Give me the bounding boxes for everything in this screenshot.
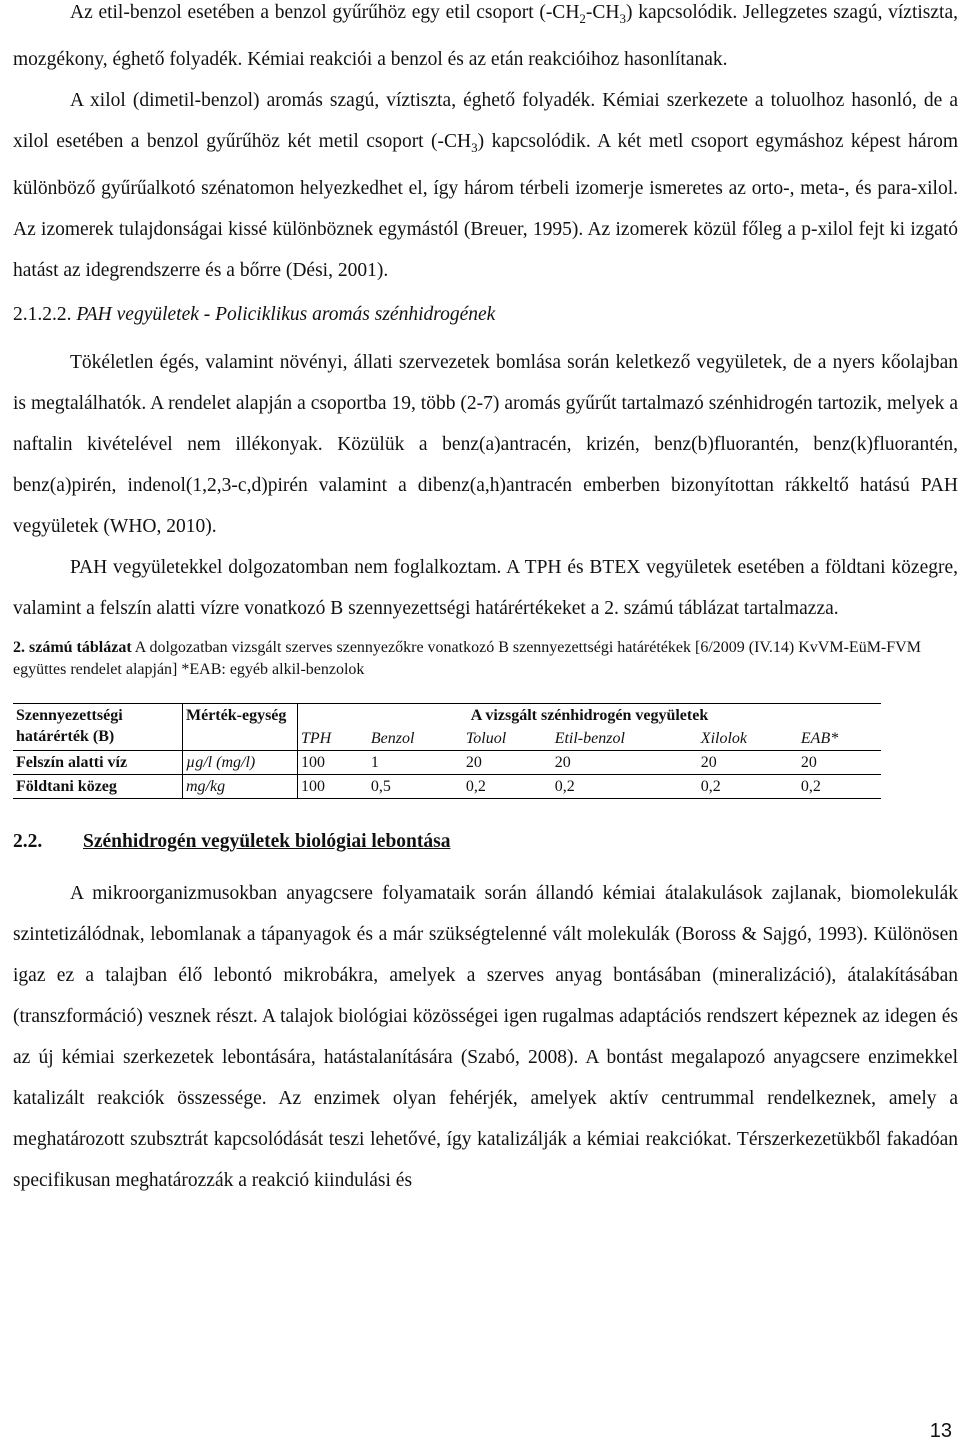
cell-value: 0,5 xyxy=(368,774,463,798)
row-label: Földtani közeg xyxy=(13,774,183,798)
cell-value: 20 xyxy=(552,750,698,774)
cell-value: 100 xyxy=(298,750,368,774)
section-heading-pah: 2.1.2.2. PAH vegyületek - Policiklikus aromás szénhidrogének xyxy=(13,303,496,325)
paragraph-tph-btex: PAH vegyületekkel dolgozatomban nem foglalkoztam. A TPH és BTEX vegyületek esetében a földtani közegre, valamint a felszín alatti vízre vonatkozó B szennyezettségi határértékeket a 2. számú táblázat tartalmazza. xyxy=(13,556,958,619)
page-number: 13 xyxy=(929,1420,952,1442)
table-row xyxy=(13,774,881,798)
header-limit-type: Szennyezettségi határérték (B) xyxy=(13,703,183,750)
cell-value: 20 xyxy=(463,750,552,774)
row-label: Felszín alatti víz xyxy=(13,750,183,774)
cell-value: 0,2 xyxy=(798,774,881,798)
limits-table xyxy=(13,703,881,799)
table-row xyxy=(13,750,881,774)
table-caption-label: 2. számú táblázat xyxy=(13,638,132,656)
header-unit: Mérték-egység xyxy=(183,703,298,750)
compound-tph: TPH xyxy=(301,729,332,747)
paragraph-pah: Tökéletlen égés, valamint növényi, állati szervezetek bomlása során keletkező vegyületek, de a nyers kőolajban is megtalálhatók. A rendelet alapján a csoportba 19, több (2-7) aromás gyűrűt tartalmazó szénhidrogén tartozik, melyek a naftalin kivételével nem illékonyak. Közülük a benz(a)antracén, krizén, benz(b)fluorantén, benz(k)fluorantén, benz(a)pirén, indenol(1,2,3-c,d)pirén valamint a dibenz(a,h)antracén emberben bizonyítottan rákkeltő hatású PAH vegyületek (WHO, 2010). xyxy=(13,351,958,537)
cell-value: 0,2 xyxy=(698,774,798,798)
row-unit: µg/l (mg/l) xyxy=(183,750,298,774)
paragraph-xylene: A xilol (dimetil-benzol) aromás szagú, víztiszta, éghető folyadék. Kémiai szerkezete a toluolhoz hasonló, de a xilol esetében a benzol gyűrűhöz két metil csoport $(-CH_3)$ kapcsolódik. A két metl csoport egymáshoz képest három különböző gyűrűalkotó szénatomon helyezkedhet el, így három térbeli izomerje ismeretes az orto-, meta-, és para-xilol. Az izomerek tulajdonságai kissé különböznek egymástól (Breuer, 1995). Az izomerek közül főleg a p-xilol fejt ki izgató hatást az idegrendszerre és a bőrre (Dési, 2001). xyxy=(13,89,958,281)
section-heading-biodegradation: 2.2. Szénhidrogén vegyületek biológiai lebontása xyxy=(13,830,451,852)
compound-eab: EAB* xyxy=(800,729,839,747)
paragraph-ethylbenzene: Az etil-benzol esetében a benzol gyűrűhöz egy etil csoport $(-CH_2-CH_3)$ kapcsolódik. Jellegzetes szagú, víztiszta, mozgékony, éghető folyadék. Kémiai reakciói a benzol és az etán reakcióihoz hasonlítanak. xyxy=(13,2,958,70)
cell-value: 20 xyxy=(698,750,798,774)
row-unit: mg/kg xyxy=(183,774,298,798)
cell-value: 100 xyxy=(298,774,368,798)
cell-value: 20 xyxy=(798,750,881,774)
paragraph-biodegradation: A mikroorganizmusokban anyagcsere folyamataik során állandó kémiai átalakulások zajlanak, biomolekulák szintetizálódnak, lebomlanak a tápanyagok és a már szükségtelenné vált molekulák (Boross & Sajgó, 1993). Különösen igaz ez a talajban élő lebontó mikrobákra, amelyek a szerves anyag bontásában (mineralizáció), átalakításában (transzformáció) vesznek részt. A talajok biológiai közösségei igen rugalmas adaptációs rendszert képeznek az idegen és az új kémiai szerkezetek lebontására, hatástalanítására (Szabó, 2008). A bontást megalapozó anyagcsere enzimekkel katalizált reakciók összessége. Az enzimek olyan fehérjék, amelyek aktív centrummal rendelkeznek, amely a meghatározott szubsztrát kapcsolódását teszi lehetővé, így katalizálják a kémiai reakciókat. Térszerkezetükből fakadóan specifikusan meghatározzák a reakció kiindulási és xyxy=(13,882,958,1191)
compound-ethylbenzene: Etil-benzol xyxy=(554,729,625,747)
cell-value: 1 xyxy=(368,750,463,774)
table-header-row xyxy=(13,703,881,727)
table-caption: 2. számú táblázat A dolgozatban vizsgált szerves szennyezőkre vonatkozó B szennyezettségi határétékek [6/2009 (IV.14) KvVM-EüM-FVM együttes rendelet alapján] *EAB: egyéb alkil-benzolok xyxy=(13,638,921,678)
compound-benzene: Benzol xyxy=(370,729,415,747)
compound-xylenes: Xilolok xyxy=(700,729,748,747)
document-page xyxy=(13,0,958,1201)
compound-toluene: Toluol xyxy=(465,729,507,747)
header-compounds-group: A vizsgált szénhidrogén vegyületek xyxy=(298,703,882,727)
cell-value: 0,2 xyxy=(463,774,552,798)
cell-value: 0,2 xyxy=(552,774,698,798)
